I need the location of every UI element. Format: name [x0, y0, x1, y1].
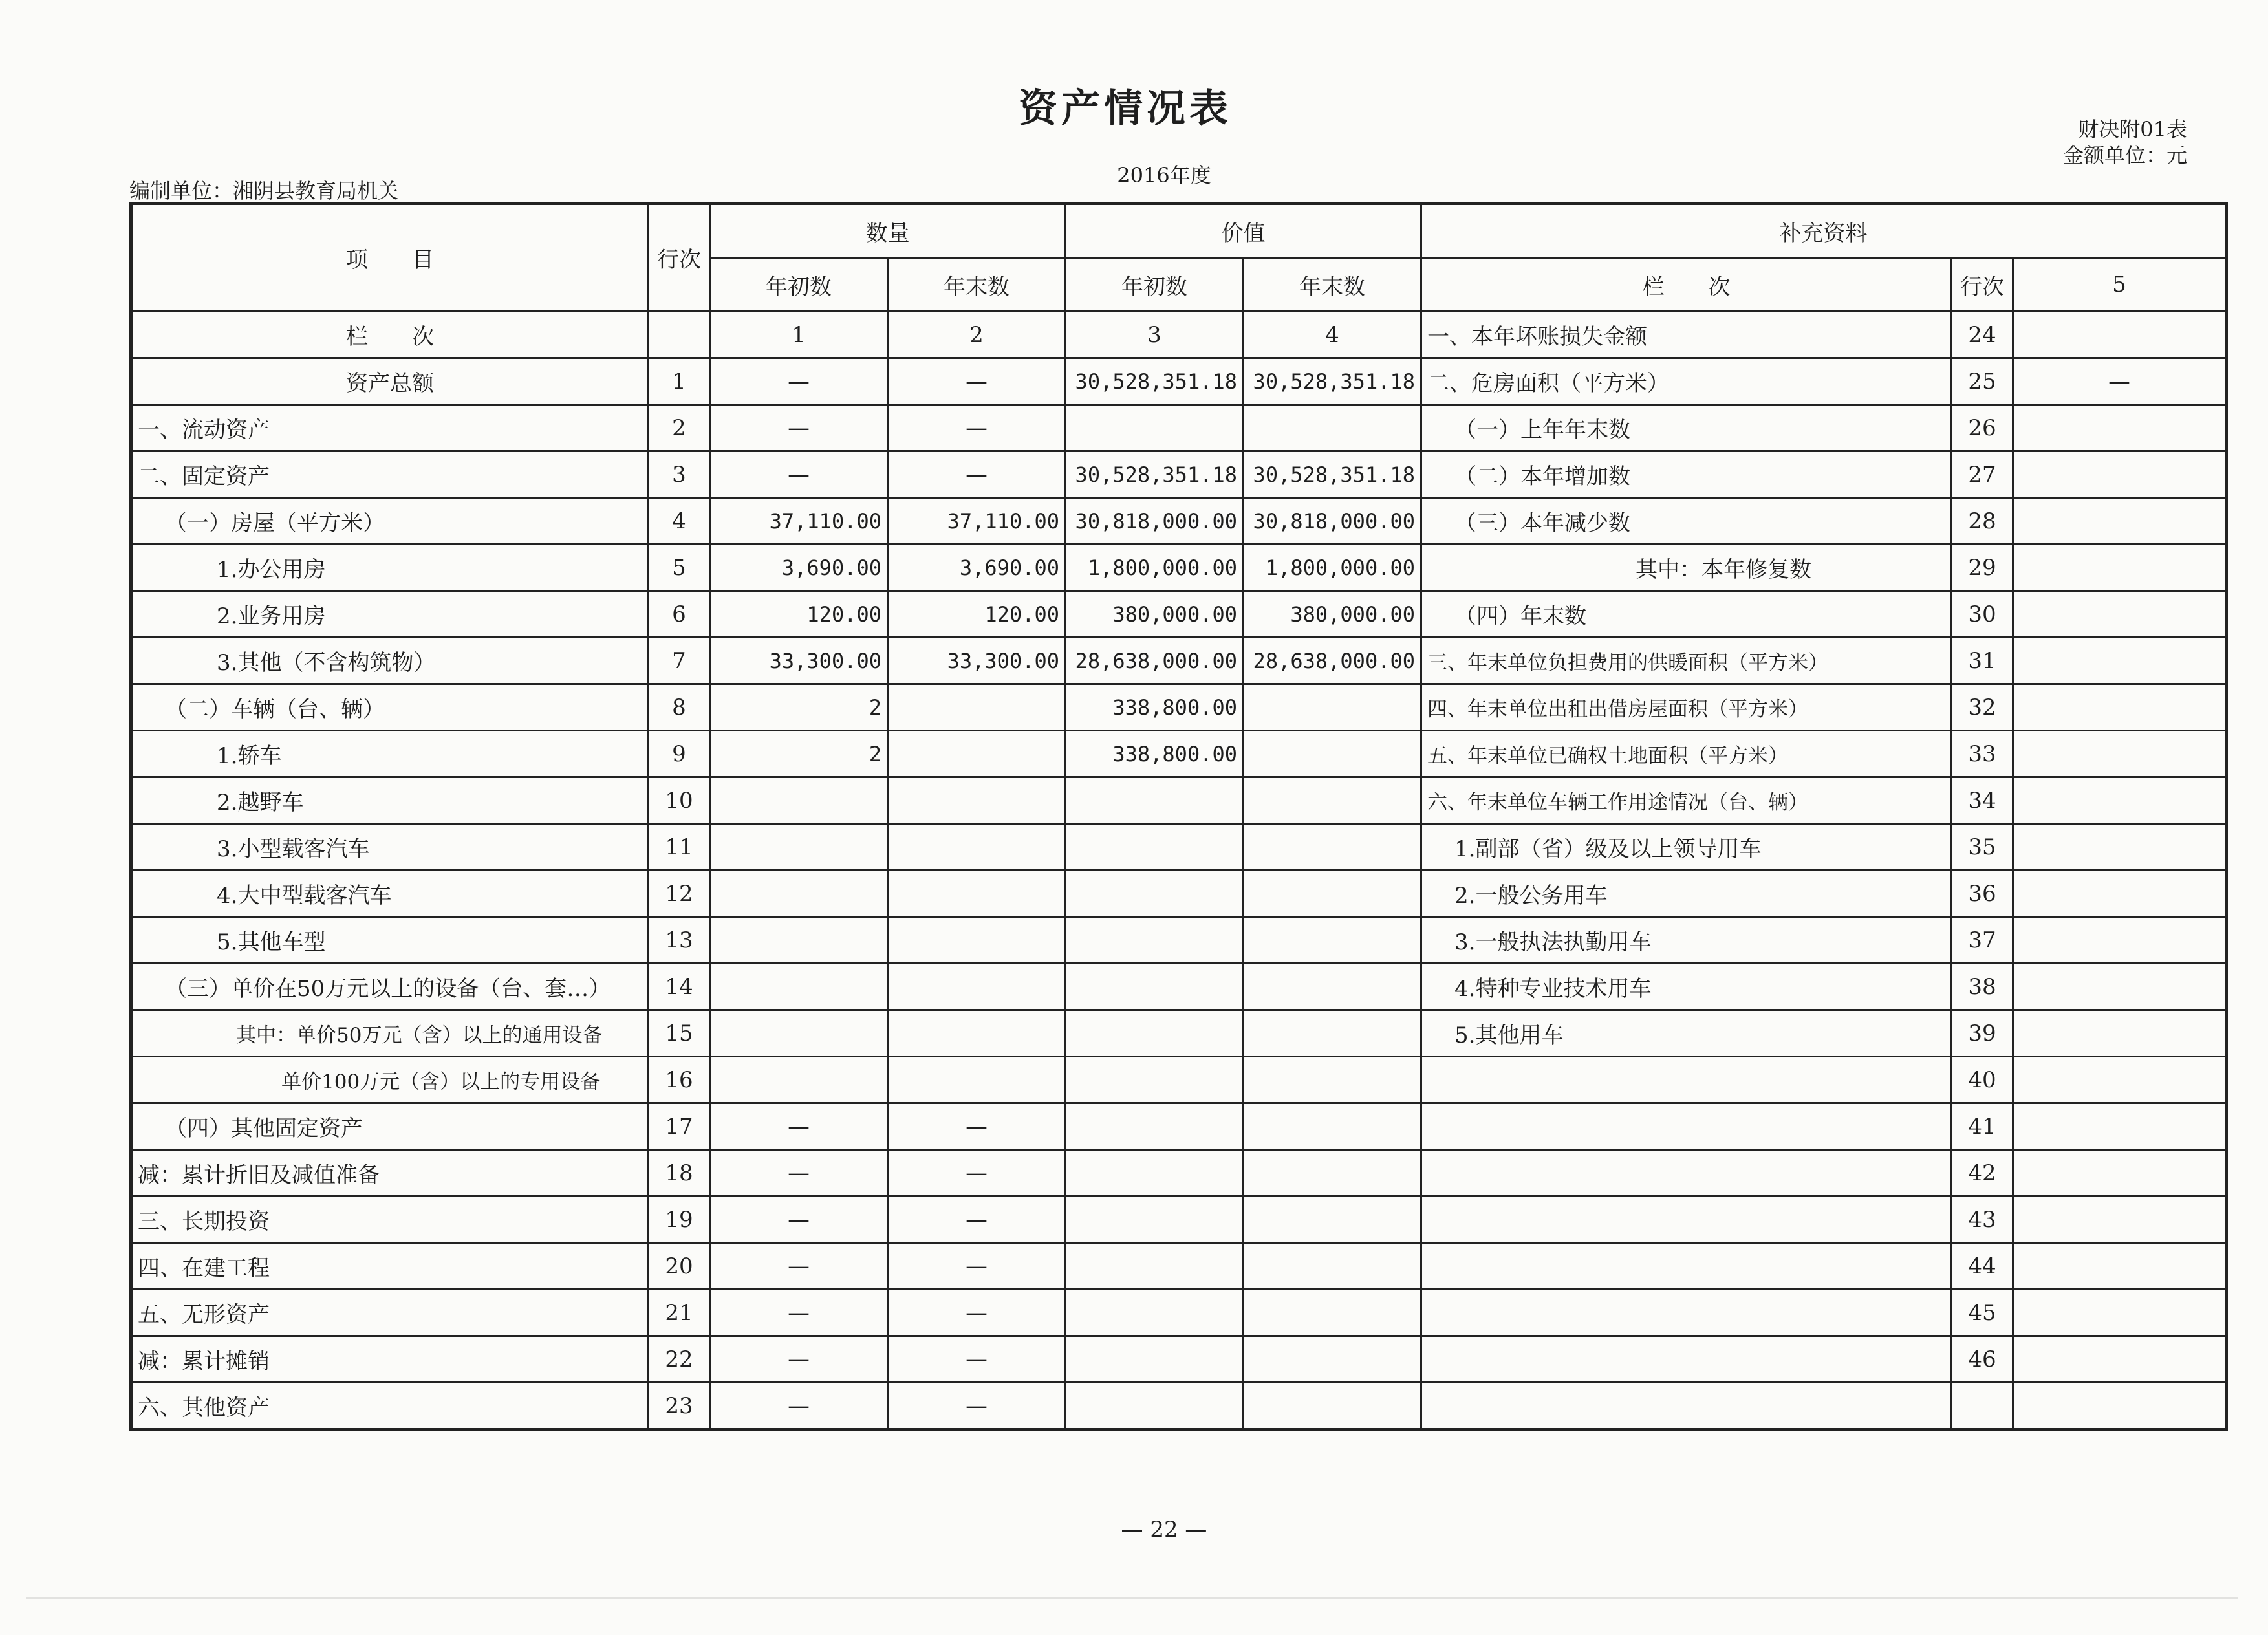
supp-label: 一、本年坏账损失金额: [1421, 312, 1952, 358]
row-label: 三、长期投资: [131, 1196, 649, 1243]
table-row: [131, 964, 2227, 1010]
supp-line: 32: [1952, 684, 2013, 731]
row-label: 单价100万元（含）以上的专用设备: [131, 1057, 649, 1103]
row-label: 其中：单价50万元（含）以上的通用设备: [131, 1010, 649, 1057]
qty-begin: —: [710, 1243, 888, 1290]
table-row: [131, 1010, 2227, 1057]
qty-end: [888, 824, 1066, 871]
supp-label: [1421, 1196, 1952, 1243]
row-label: 3.小型载客汽车: [131, 824, 649, 871]
header-supp-line: 行次: [1952, 258, 2013, 312]
supp-value: [2013, 1010, 2227, 1057]
row-label: 六、其他资产: [131, 1383, 649, 1430]
table-row: [131, 684, 2227, 731]
value-end: 28,638,000.00: [1244, 638, 1421, 684]
value-end: [1244, 917, 1421, 964]
supp-line: 29: [1952, 545, 2013, 591]
supp-value: —: [2013, 358, 2227, 405]
row-label: 四、在建工程: [131, 1243, 649, 1290]
header-row-1: [131, 204, 2227, 258]
table-row: [131, 1336, 2227, 1383]
supp-line: 41: [1952, 1103, 2013, 1150]
supp-value: [2013, 1290, 2227, 1336]
value-begin: [1066, 1243, 1244, 1290]
qty-begin: 33,300.00: [710, 638, 888, 684]
table-row: [131, 638, 2227, 684]
qty-begin: —: [710, 1336, 888, 1383]
table-row: [131, 545, 2227, 591]
col-line-blank: [649, 312, 710, 358]
supp-value: [2013, 964, 2227, 1010]
row-line: 3: [649, 451, 710, 498]
supp-label: 3.一般执法执勤用车: [1421, 917, 1952, 964]
row-label: 二、固定资产: [131, 451, 649, 498]
table-row: [131, 917, 2227, 964]
row-label: 减：累计折旧及减值准备: [131, 1150, 649, 1196]
value-begin: 338,800.00: [1066, 731, 1244, 777]
value-end: 30,528,351.18: [1244, 451, 1421, 498]
table-row: [131, 1150, 2227, 1196]
table-row: [131, 405, 2227, 451]
table-row: [131, 1290, 2227, 1336]
supp-value: [2013, 731, 2227, 777]
asset-table: [129, 202, 2228, 1431]
value-end: [1244, 1290, 1421, 1336]
qty-begin: —: [710, 1383, 888, 1430]
qty-begin: [710, 964, 888, 1010]
row-label: 1.办公用房: [131, 545, 649, 591]
row-line: 20: [649, 1243, 710, 1290]
value-end: [1244, 684, 1421, 731]
value-end: [1244, 1057, 1421, 1103]
qty-end: —: [888, 451, 1066, 498]
qty-begin: —: [710, 1290, 888, 1336]
supp-line: 38: [1952, 964, 2013, 1010]
qty-begin: [710, 777, 888, 824]
supp-line: 35: [1952, 824, 2013, 871]
row-line: 4: [649, 498, 710, 545]
value-end: [1244, 824, 1421, 871]
supp-line: 39: [1952, 1010, 2013, 1057]
header-qty: 数量: [710, 204, 1066, 258]
supp-label: （二）本年增加数: [1421, 451, 1952, 498]
value-end: [1244, 1010, 1421, 1057]
row-label: 4.大中型载客汽车: [131, 871, 649, 917]
supp-value: [2013, 1057, 2227, 1103]
supp-value: [2013, 405, 2227, 451]
supp-label: （四）年末数: [1421, 591, 1952, 638]
table-row: [131, 358, 2227, 405]
supp-value: [2013, 1150, 2227, 1196]
qty-end: —: [888, 405, 1066, 451]
supp-label: 1.副部（省）级及以上领导用车: [1421, 824, 1952, 871]
supp-label: 2.一般公务用车: [1421, 871, 1952, 917]
value-end: [1244, 1103, 1421, 1150]
row-line: 18: [649, 1150, 710, 1196]
value-begin: 380,000.00: [1066, 591, 1244, 638]
row-label: 减：累计摊销: [131, 1336, 649, 1383]
row-line: 17: [649, 1103, 710, 1150]
scan-edge-line: [26, 1597, 2238, 1599]
supp-label: 六、年末单位车辆工作用途情况（台、辆）: [1421, 777, 1952, 824]
supp-line: 43: [1952, 1196, 2013, 1243]
qty-end: [888, 684, 1066, 731]
qty-end: [888, 871, 1066, 917]
supp-line: 42: [1952, 1150, 2013, 1196]
row-label: 2.业务用房: [131, 591, 649, 638]
value-begin: 338,800.00: [1066, 684, 1244, 731]
value-end: [1244, 731, 1421, 777]
row-line: 23: [649, 1383, 710, 1430]
supp-value: [2013, 498, 2227, 545]
header-supp-col: 栏 次: [1421, 258, 1952, 312]
qty-begin: 3,690.00: [710, 545, 888, 591]
header-qty-end: 年末数: [888, 258, 1066, 312]
row-line: 16: [649, 1057, 710, 1103]
value-end: [1244, 964, 1421, 1010]
supp-line: 44: [1952, 1243, 2013, 1290]
supp-line: 26: [1952, 405, 2013, 451]
header-supp: 补充资料: [1421, 204, 2227, 258]
table-row: [131, 591, 2227, 638]
row-line: 7: [649, 638, 710, 684]
qty-begin: 120.00: [710, 591, 888, 638]
supp-value: [2013, 451, 2227, 498]
value-end: [1244, 1383, 1421, 1430]
row-label: 3.其他（不含构筑物）: [131, 638, 649, 684]
value-begin: 30,528,351.18: [1066, 358, 1244, 405]
row-label: 1.轿车: [131, 731, 649, 777]
reporting-org: 编制单位：湘阴县教育局机关: [129, 179, 399, 203]
qty-end: [888, 917, 1066, 964]
supp-label: [1421, 1383, 1952, 1430]
row-label: （四）其他固定资产: [131, 1103, 649, 1150]
supp-value: [2013, 591, 2227, 638]
qty-end: [888, 1057, 1066, 1103]
row-line: 2: [649, 405, 710, 451]
supp-label: 5.其他用车: [1421, 1010, 1952, 1057]
supp-label: [1421, 1336, 1952, 1383]
supp-value: [2013, 312, 2227, 358]
supp-line: [1952, 1383, 2013, 1430]
qty-end: 33,300.00: [888, 638, 1066, 684]
table-row: [131, 731, 2227, 777]
qty-begin: 37,110.00: [710, 498, 888, 545]
qty-end: —: [888, 1150, 1066, 1196]
row-line: 21: [649, 1290, 710, 1336]
form-id: 财决附01表: [2078, 117, 2187, 142]
row-line: 11: [649, 824, 710, 871]
supp-label: [1421, 1243, 1952, 1290]
supp-label: 二、危房面积（平方米）: [1421, 358, 1952, 405]
value-begin: [1066, 405, 1244, 451]
qty-end: [888, 964, 1066, 1010]
table-row: [131, 1103, 2227, 1150]
value-begin: [1066, 777, 1244, 824]
row-line: 8: [649, 684, 710, 731]
supp-value: [2013, 1383, 2227, 1430]
qty-end: [888, 1010, 1066, 1057]
table-row: [131, 1196, 2227, 1243]
supp-value: [2013, 917, 2227, 964]
supp-line: 24: [1952, 312, 2013, 358]
table-row: [131, 871, 2227, 917]
header-supp-5: 5: [2013, 258, 2227, 312]
qty-end: —: [888, 358, 1066, 405]
qty-begin: —: [710, 405, 888, 451]
supp-line: 36: [1952, 871, 2013, 917]
qty-begin: 2: [710, 684, 888, 731]
row-label: 五、无形资产: [131, 1290, 649, 1336]
qty-begin: [710, 1057, 888, 1103]
table-row: [131, 777, 2227, 824]
supp-label: 4.特种专业技术用车: [1421, 964, 1952, 1010]
supp-line: 30: [1952, 591, 2013, 638]
col-label: 栏 次: [131, 312, 649, 358]
value-begin: [1066, 1150, 1244, 1196]
supp-line: 31: [1952, 638, 2013, 684]
qty-end: [888, 777, 1066, 824]
supp-line: 37: [1952, 917, 2013, 964]
qty-end: —: [888, 1243, 1066, 1290]
qty-begin: [710, 871, 888, 917]
row-label: 5.其他车型: [131, 917, 649, 964]
value-end: 30,528,351.18: [1244, 358, 1421, 405]
supp-label: 其中：本年修复数: [1421, 545, 1952, 591]
value-begin: 1,800,000.00: [1066, 545, 1244, 591]
qty-begin: 2: [710, 731, 888, 777]
col-3: 3: [1066, 312, 1244, 358]
row-label: 一、流动资产: [131, 405, 649, 451]
col-2: 2: [888, 312, 1066, 358]
table-row: [131, 1057, 2227, 1103]
value-begin: [1066, 1057, 1244, 1103]
table-row: [131, 824, 2227, 871]
qty-begin: —: [710, 1150, 888, 1196]
row-line: 1: [649, 358, 710, 405]
value-begin: 30,818,000.00: [1066, 498, 1244, 545]
value-end: [1244, 1243, 1421, 1290]
header-qty-begin: 年初数: [710, 258, 888, 312]
value-end: [1244, 1196, 1421, 1243]
value-begin: [1066, 917, 1244, 964]
value-begin: [1066, 824, 1244, 871]
value-end: 380,000.00: [1244, 591, 1421, 638]
supp-label: [1421, 1150, 1952, 1196]
supp-label: （三）本年减少数: [1421, 498, 1952, 545]
value-end: [1244, 777, 1421, 824]
table-row: [131, 498, 2227, 545]
row-line: 12: [649, 871, 710, 917]
supp-line: 28: [1952, 498, 2013, 545]
supp-value: [2013, 545, 2227, 591]
value-begin: [1066, 964, 1244, 1010]
table-row: [131, 1383, 2227, 1430]
qty-end: —: [888, 1196, 1066, 1243]
value-end: [1244, 1336, 1421, 1383]
value-begin: [1066, 1290, 1244, 1336]
qty-end: 120.00: [888, 591, 1066, 638]
amount-unit: 金额单位：元: [2062, 143, 2187, 168]
value-end: [1244, 871, 1421, 917]
supp-value: [2013, 1196, 2227, 1243]
supp-value: [2013, 684, 2227, 731]
supp-label: [1421, 1057, 1952, 1103]
value-begin: 28,638,000.00: [1066, 638, 1244, 684]
value-begin: [1066, 1103, 1244, 1150]
value-end: 1,800,000.00: [1244, 545, 1421, 591]
row-line: 6: [649, 591, 710, 638]
col-1: 1: [710, 312, 888, 358]
value-end: 30,818,000.00: [1244, 498, 1421, 545]
value-begin: [1066, 1336, 1244, 1383]
supp-value: [2013, 1243, 2227, 1290]
supp-line: 27: [1952, 451, 2013, 498]
supp-value: [2013, 871, 2227, 917]
row-line: 19: [649, 1196, 710, 1243]
supp-label: [1421, 1290, 1952, 1336]
supp-label: 五、年末单位已确权土地面积（平方米）: [1421, 731, 1952, 777]
qty-begin: [710, 1010, 888, 1057]
row-line: 13: [649, 917, 710, 964]
row-line: 22: [649, 1336, 710, 1383]
supp-label: 三、年末单位负担费用的供暖面积（平方米）: [1421, 638, 1952, 684]
value-begin: 30,528,351.18: [1066, 451, 1244, 498]
qty-end: 37,110.00: [888, 498, 1066, 545]
report-year: 2016年度: [1117, 163, 1211, 188]
supp-value: [2013, 824, 2227, 871]
table-row: [131, 1243, 2227, 1290]
value-begin: [1066, 1010, 1244, 1057]
row-line: 5: [649, 545, 710, 591]
value-begin: [1066, 1383, 1244, 1430]
qty-begin: —: [710, 451, 888, 498]
value-begin: [1066, 871, 1244, 917]
supp-label: [1421, 1103, 1952, 1150]
row-line: 14: [649, 964, 710, 1010]
qty-begin: [710, 824, 888, 871]
supp-value: [2013, 1103, 2227, 1150]
row-label: 2.越野车: [131, 777, 649, 824]
supp-label: （一）上年年末数: [1421, 405, 1952, 451]
header-item: 项 目: [131, 204, 649, 312]
header-value-end: 年末数: [1244, 258, 1421, 312]
qty-end: —: [888, 1383, 1066, 1430]
qty-end: 3,690.00: [888, 545, 1066, 591]
supp-line: 25: [1952, 358, 2013, 405]
row-label: （一）房屋（平方米）: [131, 498, 649, 545]
row-label: 资产总额: [131, 358, 649, 405]
col-4: 4: [1244, 312, 1421, 358]
qty-begin: —: [710, 1103, 888, 1150]
row-line: 15: [649, 1010, 710, 1057]
page-title: 资产情况表: [1019, 86, 1232, 131]
supp-label: 四、年末单位出租出借房屋面积（平方米）: [1421, 684, 1952, 731]
qty-end: —: [888, 1103, 1066, 1150]
supp-line: 45: [1952, 1290, 2013, 1336]
row-label: （三）单价在50万元以上的设备（台、套…）: [131, 964, 649, 1010]
column-number-row: [131, 312, 2227, 358]
header-value-begin: 年初数: [1066, 258, 1244, 312]
value-end: [1244, 405, 1421, 451]
table-row: [131, 451, 2227, 498]
header-value: 价值: [1066, 204, 1421, 258]
qty-begin: —: [710, 1196, 888, 1243]
row-label: （二）车辆（台、辆）: [131, 684, 649, 731]
row-line: 10: [649, 777, 710, 824]
qty-begin: [710, 917, 888, 964]
supp-line: 34: [1952, 777, 2013, 824]
supp-value: [2013, 1336, 2227, 1383]
supp-line: 33: [1952, 731, 2013, 777]
supp-value: [2013, 638, 2227, 684]
supp-line: 46: [1952, 1336, 2013, 1383]
value-end: [1244, 1150, 1421, 1196]
header-line: 行次: [649, 204, 710, 312]
qty-end: —: [888, 1290, 1066, 1336]
supp-value: [2013, 777, 2227, 824]
qty-end: —: [888, 1336, 1066, 1383]
page-number: — 22 —: [1121, 1517, 1207, 1543]
value-begin: [1066, 1196, 1244, 1243]
qty-begin: —: [710, 358, 888, 405]
row-line: 9: [649, 731, 710, 777]
table-body: [131, 358, 2227, 1430]
supp-line: 40: [1952, 1057, 2013, 1103]
qty-end: [888, 731, 1066, 777]
